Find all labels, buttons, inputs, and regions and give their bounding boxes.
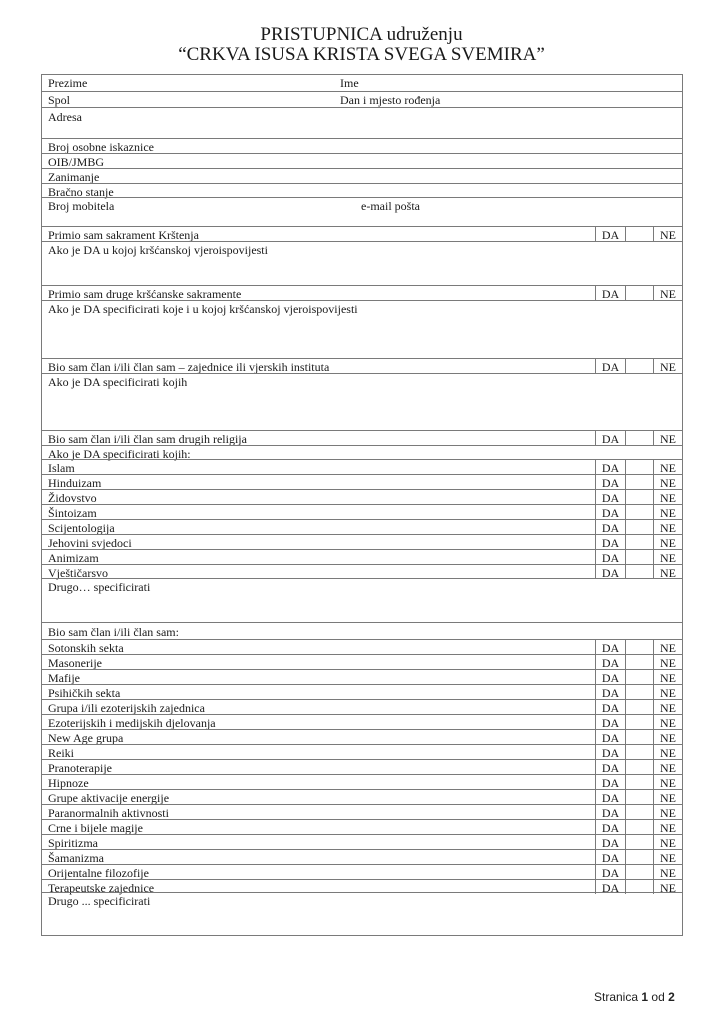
no-option[interactable]: NE: [653, 880, 683, 894]
answer-box[interactable]: [625, 685, 653, 699]
no-option[interactable]: NE: [653, 535, 683, 549]
yes-option[interactable]: DA: [595, 880, 625, 894]
group-label: Terapeutske zajednice: [48, 881, 155, 895]
no-option[interactable]: NE: [653, 865, 683, 879]
group-row: [42, 819, 682, 834]
no-option[interactable]: NE: [653, 490, 683, 504]
religion-label: Šintoizam: [48, 506, 97, 520]
organization-name: “CRKVA ISUSA KRISTA SVEGA SVEMIRA”: [178, 44, 545, 65]
answer-box[interactable]: [625, 655, 653, 669]
group-row: [42, 654, 682, 669]
contact-row[interactable]: [42, 197, 682, 226]
group-label: Psihičkih sekta: [48, 686, 121, 700]
group-row: [42, 639, 682, 654]
address-row[interactable]: [42, 107, 682, 138]
group-label: Šamanizma: [48, 851, 104, 865]
gender-label: Spol: [48, 93, 71, 107]
religion-row: [42, 474, 682, 489]
oib-row[interactable]: [42, 153, 682, 168]
group-label: Sotonskih sekta: [48, 641, 124, 655]
yes-option[interactable]: DA: [595, 640, 625, 654]
religion-row: [42, 459, 682, 474]
answer-box[interactable]: [625, 805, 653, 819]
marital-label: Bračno stanje: [48, 185, 114, 199]
yes-option[interactable]: DA: [595, 565, 625, 579]
religion-label: Jehovini svjedoci: [48, 536, 132, 550]
baptism-question-row: [42, 226, 682, 241]
group-row: [42, 669, 682, 684]
no-option[interactable]: NE: [653, 227, 683, 241]
answer-box[interactable]: [625, 490, 653, 504]
answer-box[interactable]: [625, 565, 653, 579]
gender-row[interactable]: [42, 91, 682, 107]
answer-box[interactable]: [625, 286, 653, 300]
answer-box[interactable]: [625, 475, 653, 489]
baptism-follow-row[interactable]: [42, 241, 682, 285]
religion-label: Židovstvo: [48, 491, 97, 505]
yes-option[interactable]: DA: [595, 820, 625, 834]
group-row: [42, 849, 682, 864]
answer-box[interactable]: [625, 700, 653, 714]
communities-follow-label: Ako je DA specificirati kojih: [48, 375, 188, 389]
yes-option[interactable]: DA: [595, 835, 625, 849]
no-option[interactable]: NE: [653, 550, 683, 564]
group-row: [42, 759, 682, 774]
sacraments-follow-row[interactable]: [42, 300, 682, 358]
answer-box[interactable]: [625, 520, 653, 534]
no-option[interactable]: NE: [653, 730, 683, 744]
religion-label: Vještičarsvo: [48, 566, 108, 580]
answer-box[interactable]: [625, 460, 653, 474]
yes-option[interactable]: DA: [595, 760, 625, 774]
yes-option[interactable]: DA: [595, 730, 625, 744]
page-number: Stranica 1 od 2: [594, 990, 675, 1004]
group-row: [42, 774, 682, 789]
yes-option[interactable]: DA: [595, 505, 625, 519]
occupation-label: Zanimanje: [48, 170, 100, 184]
baptism-follow-label: Ako je DA u kojoj kršćanskoj vjeroispovijesti: [48, 243, 268, 257]
first-name-label: Ime: [340, 76, 359, 90]
no-option[interactable]: NE: [653, 460, 683, 474]
yes-option[interactable]: DA: [595, 685, 625, 699]
group-label: Crne i bijele magije: [48, 821, 143, 835]
group-row: [42, 744, 682, 759]
no-option[interactable]: NE: [653, 715, 683, 729]
yes-option[interactable]: DA: [595, 460, 625, 474]
address-label: Adresa: [48, 110, 82, 124]
group-label: Ezoterijskih i medijskih djelovanja: [48, 716, 216, 730]
yes-option[interactable]: DA: [595, 715, 625, 729]
answer-box[interactable]: [625, 715, 653, 729]
answer-box[interactable]: [625, 550, 653, 564]
religion-row: [42, 564, 682, 579]
religions-question-row: [42, 430, 682, 445]
yes-option[interactable]: DA: [595, 431, 625, 445]
answer-box[interactable]: [625, 790, 653, 804]
form-title: PRISTUPNICA udruženju: [260, 24, 463, 45]
occupation-row[interactable]: [42, 168, 682, 183]
no-option[interactable]: NE: [653, 820, 683, 834]
no-option[interactable]: NE: [653, 475, 683, 489]
yes-option[interactable]: DA: [595, 550, 625, 564]
no-option[interactable]: NE: [653, 655, 683, 669]
group-label: Reiki: [48, 746, 74, 760]
id-card-label: Broj osobne iskaznice: [48, 140, 154, 154]
religions-other-label: Drugo… specificirati: [48, 580, 151, 594]
group-label: Masonerije: [48, 656, 102, 670]
marital-row[interactable]: [42, 183, 682, 197]
id-card-row[interactable]: [42, 138, 682, 153]
no-option[interactable]: NE: [653, 775, 683, 789]
answer-box[interactable]: [625, 820, 653, 834]
birth-label: Dan i mjesto rođenja: [340, 93, 441, 107]
answer-box[interactable]: [625, 431, 653, 445]
group-label: Grupa i/ili ezoterijskih zajednica: [48, 701, 205, 715]
group-row: [42, 864, 682, 879]
religion-label: Hinduizam: [48, 476, 102, 490]
yes-option[interactable]: DA: [595, 535, 625, 549]
groups-label: Bio sam član i/ili član sam:: [48, 625, 179, 639]
application-form: [41, 74, 683, 936]
group-label: Mafije: [48, 671, 80, 685]
answer-box[interactable]: [625, 850, 653, 864]
no-option[interactable]: NE: [653, 286, 683, 300]
group-label: Pranoterapije: [48, 761, 112, 775]
no-option[interactable]: NE: [653, 790, 683, 804]
yes-option[interactable]: DA: [595, 475, 625, 489]
yes-option[interactable]: DA: [595, 865, 625, 879]
no-option[interactable]: NE: [653, 685, 683, 699]
name-row[interactable]: [42, 75, 682, 91]
baptism-label: Primio sam sakrament Krštenja: [48, 228, 199, 242]
answer-box[interactable]: [625, 775, 653, 789]
yes-option[interactable]: DA: [595, 490, 625, 504]
group-row: [42, 804, 682, 819]
surname-label: Prezime: [48, 76, 88, 90]
group-label: Paranormalnih aktivnosti: [48, 806, 169, 820]
answer-box[interactable]: [625, 505, 653, 519]
group-row: [42, 729, 682, 744]
group-label: Spiritizma: [48, 836, 98, 850]
yes-option[interactable]: DA: [595, 520, 625, 534]
group-row: [42, 789, 682, 804]
religions-follow-label: Ako je DA specificirati kojih:: [48, 447, 191, 461]
religion-label: Islam: [48, 461, 75, 475]
religion-label: Scijentologija: [48, 521, 115, 535]
yes-option[interactable]: DA: [595, 790, 625, 804]
sacraments-follow-label: Ako je DA specificirati koje i u kojoj kršćanskoj vjeroispovijesti: [48, 302, 358, 316]
communities-follow-row[interactable]: [42, 373, 682, 430]
answer-box[interactable]: [625, 745, 653, 759]
groups-other-row[interactable]: [42, 892, 682, 936]
no-option[interactable]: NE: [653, 835, 683, 849]
yes-option[interactable]: DA: [595, 359, 625, 373]
yes-option[interactable]: DA: [595, 775, 625, 789]
no-option[interactable]: NE: [653, 670, 683, 684]
answer-box[interactable]: [625, 670, 653, 684]
religion-label: Animizam: [48, 551, 99, 565]
answer-box[interactable]: [625, 865, 653, 879]
no-option[interactable]: NE: [653, 431, 683, 445]
answer-box[interactable]: [625, 835, 653, 849]
yes-option[interactable]: DA: [595, 670, 625, 684]
no-option[interactable]: NE: [653, 565, 683, 579]
no-option[interactable]: NE: [653, 640, 683, 654]
no-option[interactable]: NE: [653, 760, 683, 774]
religions-label: Bio sam član i/ili član sam drugih religija: [48, 432, 247, 446]
no-option[interactable]: NE: [653, 359, 683, 373]
yes-option[interactable]: DA: [595, 850, 625, 864]
group-label: Grupe aktivacije energije: [48, 791, 170, 805]
mobile-label: Broj mobitela: [48, 199, 115, 213]
answer-box[interactable]: [625, 760, 653, 774]
religion-row: [42, 489, 682, 504]
religion-row: [42, 504, 682, 519]
group-label: New Age grupa: [48, 731, 124, 745]
answer-box[interactable]: [625, 640, 653, 654]
group-row: [42, 699, 682, 714]
yes-option[interactable]: DA: [595, 700, 625, 714]
groups-header-row: [42, 622, 682, 639]
religion-row: [42, 534, 682, 549]
groups-other-label: Drugo ... specificirati: [48, 894, 151, 908]
group-row: [42, 834, 682, 849]
yes-option[interactable]: DA: [595, 286, 625, 300]
yes-option[interactable]: DA: [595, 805, 625, 819]
group-label: Hipnoze: [48, 776, 89, 790]
email-label: e-mail pošta: [361, 199, 420, 213]
religion-row: [42, 519, 682, 534]
yes-option[interactable]: DA: [595, 227, 625, 241]
religion-row: [42, 549, 682, 564]
yes-option[interactable]: DA: [595, 655, 625, 669]
no-option[interactable]: NE: [653, 505, 683, 519]
no-option[interactable]: NE: [653, 520, 683, 534]
group-row: [42, 684, 682, 699]
answer-box[interactable]: [625, 730, 653, 744]
group-label: Orijentalne filozofije: [48, 866, 149, 880]
religions-other-row[interactable]: [42, 578, 682, 622]
sacraments-question-row: [42, 285, 682, 300]
answer-box[interactable]: [625, 227, 653, 241]
oib-label: OIB/JMBG: [48, 155, 105, 169]
no-option[interactable]: NE: [653, 850, 683, 864]
religions-follow-row: [42, 445, 682, 459]
communities-label: Bio sam član i/ili član sam – zajednice ili vjerskih instituta: [48, 360, 330, 374]
no-option[interactable]: NE: [653, 745, 683, 759]
no-option[interactable]: NE: [653, 700, 683, 714]
answer-box[interactable]: [625, 359, 653, 373]
no-option[interactable]: NE: [653, 805, 683, 819]
group-row: [42, 714, 682, 729]
sacraments-label: Primio sam druge kršćanske sakramente: [48, 287, 242, 301]
communities-question-row: [42, 358, 682, 373]
answer-box[interactable]: [625, 535, 653, 549]
yes-option[interactable]: DA: [595, 745, 625, 759]
